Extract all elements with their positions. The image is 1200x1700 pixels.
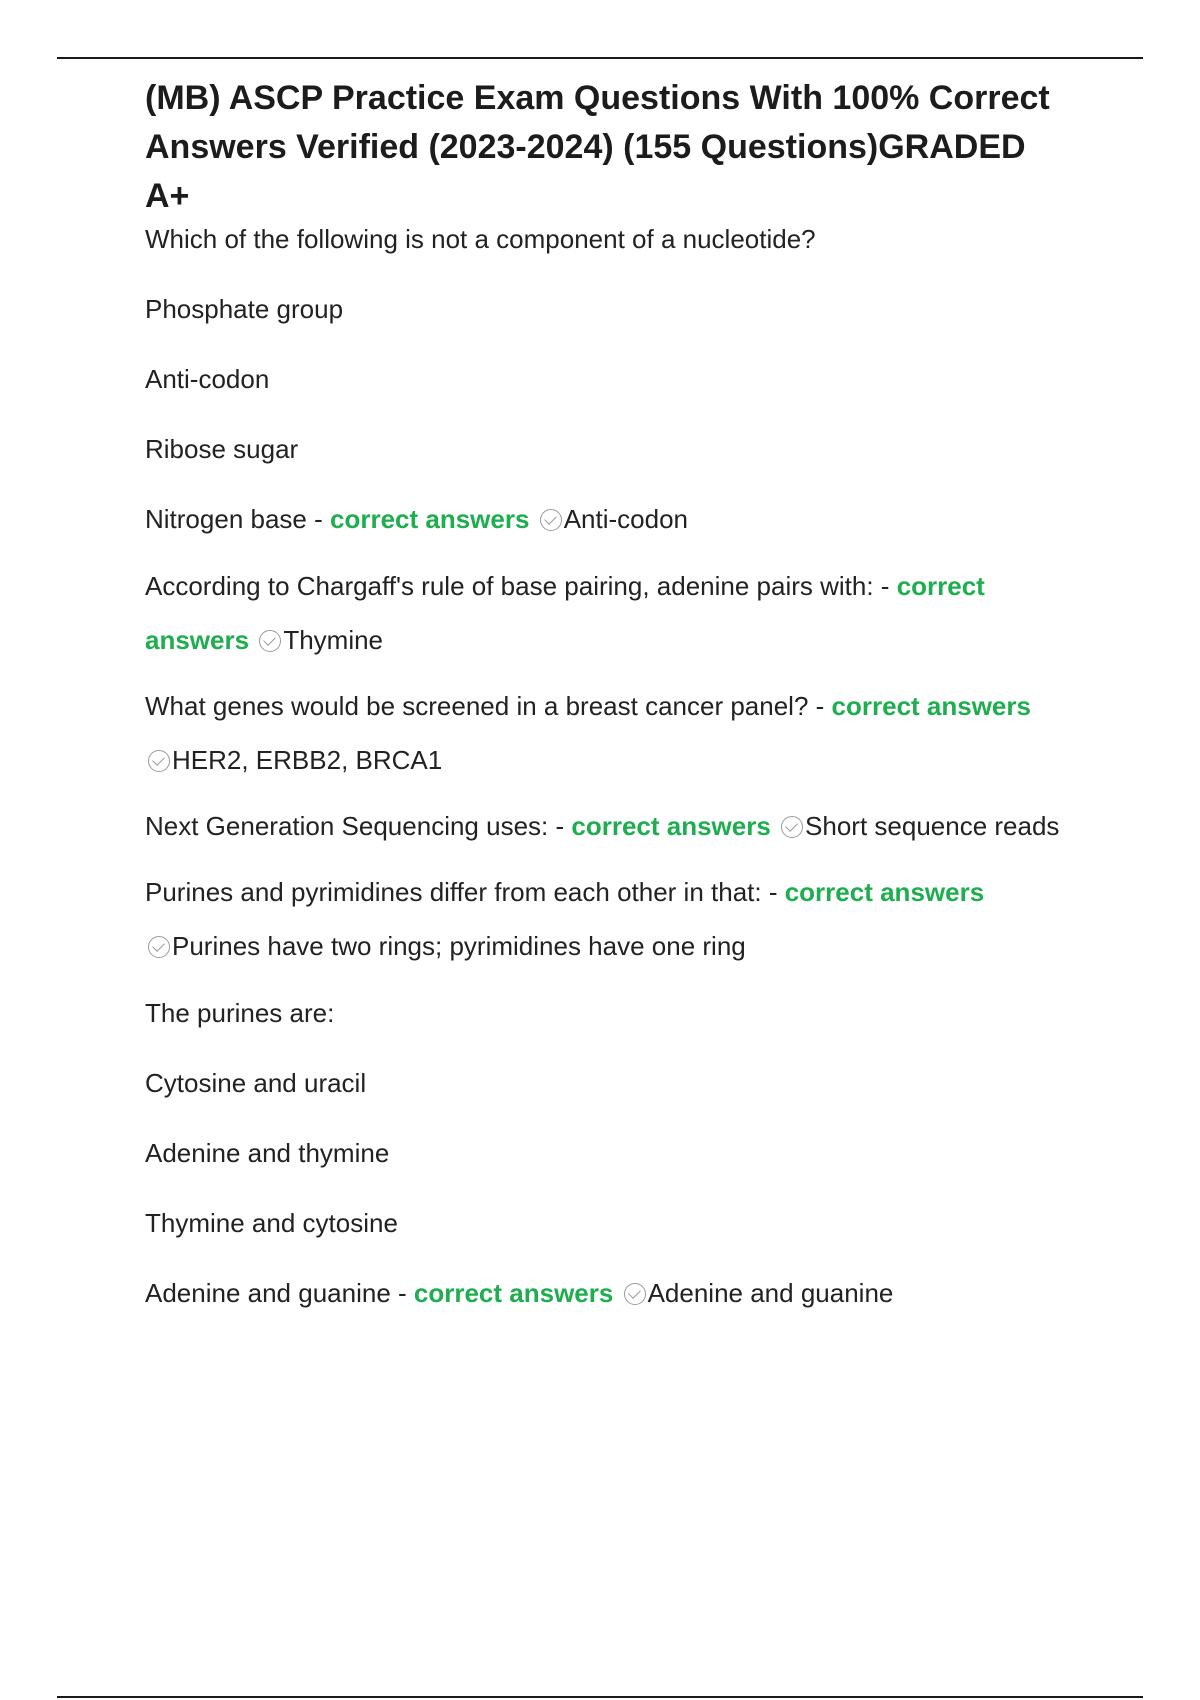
bottom-rule (57, 1696, 1143, 1698)
question-text: According to Chargaff's rule of base pairing, adenine pairs with: - (145, 571, 897, 601)
separator: - (390, 1278, 414, 1308)
answer-label: answers (145, 625, 250, 655)
option-text: Adenine and thymine (145, 1138, 390, 1168)
answer-label: correct answers (571, 811, 771, 841)
answer-label: correct answers (413, 1278, 614, 1308)
question-row (145, 613, 1125, 667)
check-circle-icon (148, 750, 170, 772)
check-circle-icon (624, 1283, 646, 1305)
option-text: Nitrogen base (145, 504, 307, 534)
question-row (145, 865, 1125, 919)
option-text: Cytosine and uracil (145, 1068, 367, 1098)
option-text: Anti-codon (145, 364, 270, 394)
title-line-2: Answers Verified (2023-2024) (155 Questions)GRADED (145, 128, 1026, 166)
answer-label: correct answers (784, 877, 985, 907)
question-block (145, 865, 1125, 973)
answer-label: correct (896, 571, 985, 601)
question-text: Purines and pyrimidines differ from each other in that: - (145, 877, 785, 907)
question-row (145, 799, 1125, 853)
option-text: Adenine and guanine (145, 1278, 391, 1308)
question-text: Next Generation Sequencing uses: - (145, 811, 572, 841)
check-circle-icon (781, 816, 803, 838)
option-text: Thymine and cytosine (145, 1208, 398, 1238)
separator: - (306, 504, 330, 534)
check-circle-icon (259, 630, 281, 652)
document-body (145, 74, 1125, 1311)
option-with-answer (145, 501, 1125, 537)
question-row (145, 919, 1125, 973)
question-row (145, 559, 1125, 613)
question-text: The purines are: (145, 998, 335, 1028)
answer-text: Short sequence reads (805, 811, 1060, 841)
document-title (145, 74, 1125, 221)
answer-label: correct answers (330, 504, 530, 534)
question-block (145, 679, 1125, 787)
title-line-1: (MB) ASCP Practice Exam Questions With 100% Correct (145, 79, 1050, 117)
top-rule (57, 57, 1143, 59)
question-row (145, 679, 1125, 733)
option-text: Phosphate group (145, 294, 344, 324)
question-text: Which of the following is not a component of a nucleotide? (145, 224, 816, 254)
answer-text: HER2, ERBB2, BRCA1 (172, 745, 443, 775)
question-block (145, 559, 1125, 667)
answer-text: Anti-codon (563, 504, 688, 534)
question-block (145, 799, 1125, 853)
option-text: Ribose sugar (145, 434, 299, 464)
answer-text: Adenine and guanine (647, 1278, 894, 1308)
answer-label: correct answers (831, 691, 1031, 721)
question-text: What genes would be screened in a breast cancer panel? - (145, 691, 832, 721)
check-circle-icon (148, 936, 170, 958)
answer-text: Thymine (283, 625, 384, 655)
answer-text: Purines have two rings; pyrimidines have one ring (172, 931, 746, 961)
title-line-3: A+ (145, 177, 190, 215)
check-circle-icon (540, 509, 562, 531)
question-row (145, 733, 1125, 787)
option-with-answer (145, 1275, 1125, 1311)
